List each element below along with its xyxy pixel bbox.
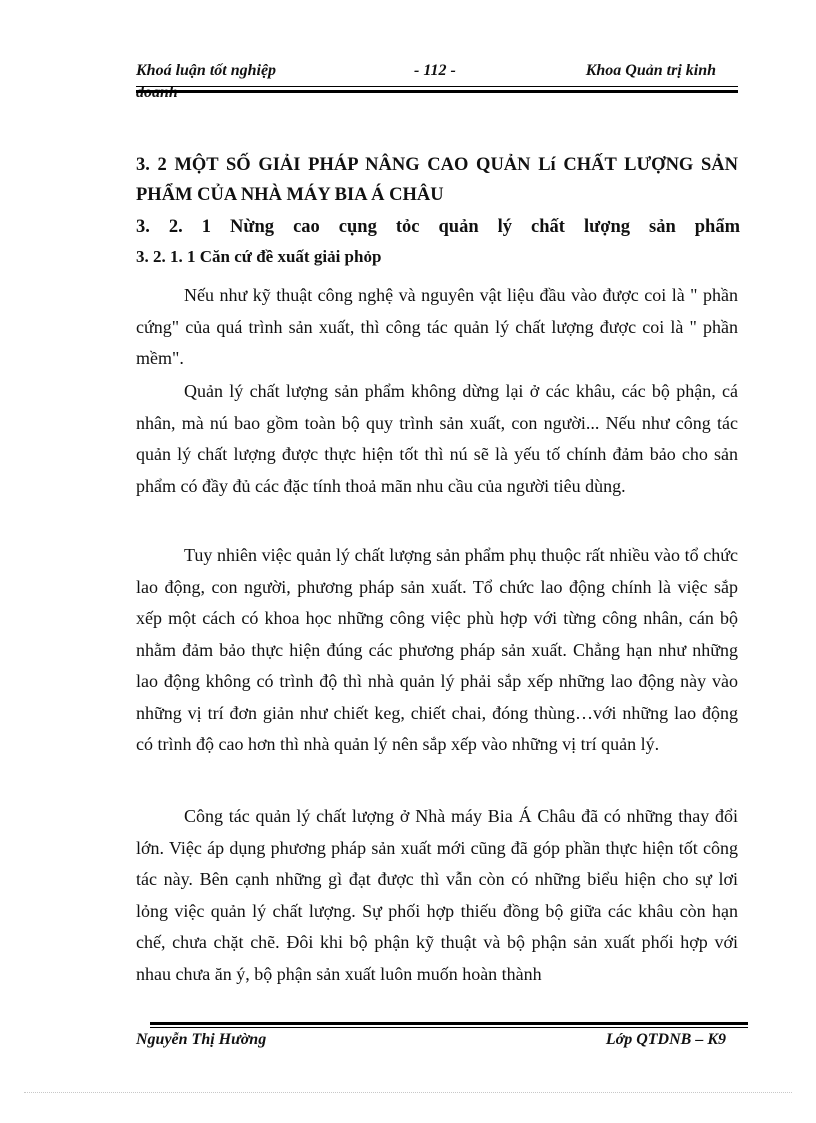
page-header — [136, 62, 738, 88]
page-footer — [136, 1031, 740, 1055]
body-paragraph: Công tác quản lý chất lượng ở Nhà máy Bia Á Châu đã có những thay đổi lớn. Việc áp dụng phương pháp sản xuất mới cũng đã góp phần thực hiện tốt công tác này. Bên cạnh những gì đạt được thì vẫn còn có những biểu hiện cho sự lơi lỏng việc quản lý chất lượng. Sự phối hợp thiếu đồng bộ giữa các khâu còn hạn chế, chưa chặt chẽ. Đôi khi bộ phận kỹ thuật và bộ phận sản xuất phối hợp với nhau chưa ăn ý, bộ phận sản xuất luôn muốn hoàn thành — [136, 806, 738, 984]
header-faculty-continuation: doanh — [136, 84, 178, 101]
footer-class: Lớp QTDNB – K9 — [605, 1031, 726, 1048]
footer-rule-thin — [150, 1027, 748, 1028]
header-faculty: Khoa Quản trị kinh — [585, 62, 716, 79]
sub-subsection-heading: 3. 2. 1. 1 Căn cứ đề xuất giải phỏp — [136, 247, 382, 266]
subsection-heading: 3. 2. 1 Nừng cao cụng tỏc quản lý chất lượng sản phẩm — [136, 217, 740, 237]
header-rule-thin — [136, 86, 738, 87]
body-paragraph: Tuy nhiên việc quản lý chất lượng sản phẩm phụ thuộc rất nhiều vào tổ chức lao động, con người, phương pháp sản xuất. Tổ chức lao động chính là việc sắp xếp một cách có khoa học những công việc phù hợp với từng công nhân, cán bộ nhằm đảm bảo thực hiện đúng các phương pháp sản xuất. Chẳng hạn như những lao động không có trình độ thì nhà quản lý phải sắp xếp những lao động này vào những vị trí đơn giản như chiết keg, chiết chai, đóng thùng…với những lao động có trình độ cao hơn thì nhà quản lý nên sắp xếp vào những vị trí quản lý. — [136, 545, 738, 754]
body-paragraph: Quản lý chất lượng sản phẩm không dừng lại ở các khâu, các bộ phận, cá nhân, mà nú bao gồm toàn bộ quy trình sản xuất, con người... Nếu như công tác quản lý chất lượng được thực hiện tốt thì nú sẽ là yếu tố chính đảm bảo cho sản phẩm có đầy đủ các đặc tính thoả mãn nhu cầu của người tiêu dùng. — [136, 381, 738, 496]
header-thesis-title: Khoá luận tốt nghiệp — [136, 62, 277, 79]
body-paragraph: Nếu như kỹ thuật công nghệ và nguyên vật liệu đầu vào được coi là " phần cứng" của quá trình sản xuất, thì công tác quản lý chất lượng được coi là " phần mềm". — [136, 285, 738, 368]
section-heading: 3. 2 MỘT SỐ GIẢI PHÁP NÂNG CAO QUẢN Lí CHẤT LƯỢNG SẢN PHẨM CỦA NHÀ MÁY BIA Á CHÂU — [136, 155, 738, 205]
header-rule-thick — [136, 90, 738, 93]
footer-rule-thick — [150, 1022, 748, 1025]
page-edge-divider — [24, 1092, 792, 1093]
header-page-number: - 112 - — [414, 62, 456, 79]
footer-author: Nguyễn Thị Hường — [136, 1031, 267, 1048]
